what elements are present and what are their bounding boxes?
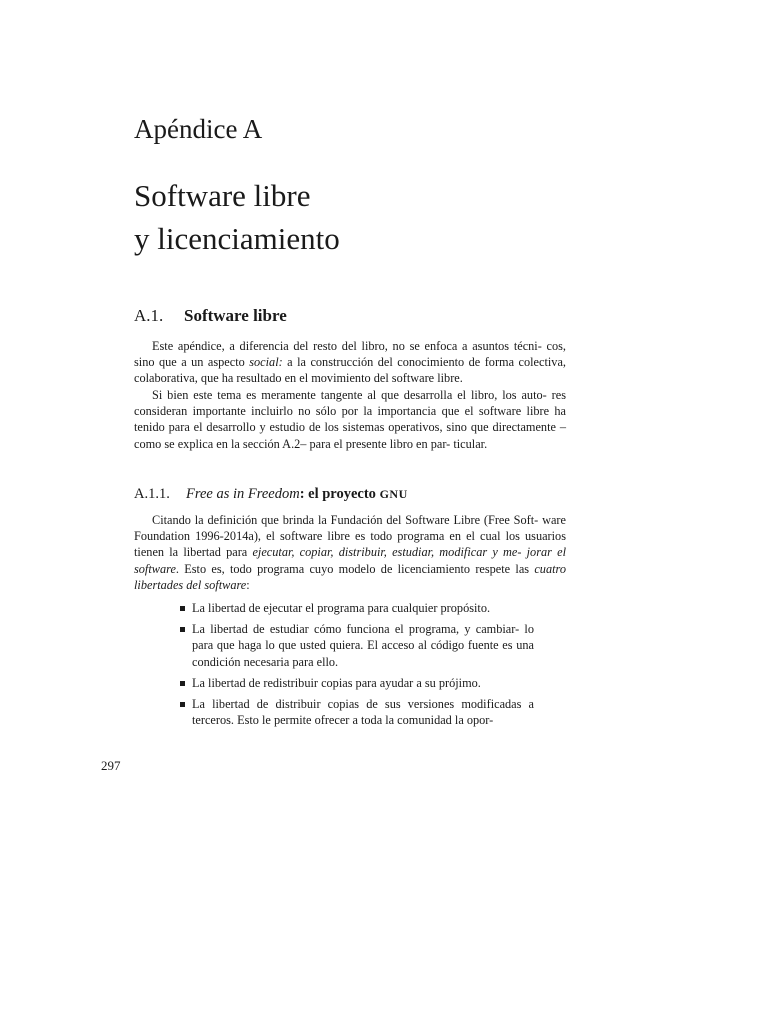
list-item xyxy=(180,621,534,670)
section-title: Software libre xyxy=(184,306,287,325)
paragraph-text: Citando la definición que brinda la Fundación del Software Libre (Free Soft- ware Foundation 1996-2014a), el software libre es todo programa en el cual los usuarios tienen la libertad para xyxy=(134,513,566,560)
paragraph-text: a la construcción del conocimiento de forma colectiva, colaborativa, que ha resultado en el movimiento del software libre. xyxy=(134,355,566,386)
square-bullet-icon xyxy=(180,681,185,686)
subsection-title-colon: : xyxy=(299,486,305,502)
square-bullet-icon xyxy=(180,627,185,632)
section-heading xyxy=(134,305,287,327)
list-item xyxy=(180,696,534,728)
square-bullet-icon xyxy=(180,606,185,611)
chapter-title xyxy=(134,174,340,260)
list-item xyxy=(180,675,534,691)
freedoms-list xyxy=(180,600,534,733)
subsection-title-italic: Free as in Freedom xyxy=(186,486,300,502)
square-bullet-icon xyxy=(180,702,185,707)
chapter-title-line-1: Software libre xyxy=(134,178,311,213)
list-item-text: La libertad de distribuir copias de sus versiones modificadas a terceros. Esto le permite ofrecer a toda la comunidad la opor- xyxy=(192,697,534,728)
subsection-title-rest: el proyecto xyxy=(304,486,380,502)
section-paragraph-2: Si bien este tema es meramente tangente al que desarrolla el libro, los auto- res consideran importante incluirlo no sólo por la importancia que el software libre ha tenido para el desarrollo y estudio de los sistemas operativos, sino que directamente –como se explica en la sección A.2– para el presente libro en par- ticular. xyxy=(134,388,566,451)
subsection-heading xyxy=(134,484,408,504)
paragraph-text: : xyxy=(246,577,250,592)
paragraph-emphasis: ejecutar, copiar, distribuir, estudiar, modificar y me- jorar el software xyxy=(134,545,566,576)
list-item-text: La libertad de redistribuir copias para ayudar a su prójimo. xyxy=(192,675,481,690)
section-number: A.1. xyxy=(134,306,164,325)
chapter-title-line-2: y licenciamiento xyxy=(134,221,340,256)
subsection-paragraph xyxy=(134,512,566,593)
subsection-number: A.1.1. xyxy=(134,486,170,502)
paragraph-text: Este apéndice, a diferencia del resto del libro, no se enfoca a asuntos técni- cos, sino que a un aspecto xyxy=(134,339,566,370)
list-item-text: La libertad de estudiar cómo funciona el programa, y cambiar- lo para que haga lo que usted quiera. El acceso al código fuente es una condición necesaria para ello. xyxy=(192,622,534,669)
appendix-label: Apéndice A xyxy=(134,114,263,144)
list-item-text: La libertad de ejecutar el programa para cualquier propósito. xyxy=(192,601,491,615)
section-paragraph-1 xyxy=(134,338,566,387)
paragraph-emphasis: social: xyxy=(249,355,283,370)
paragraph-emphasis: cuatro libertades del software xyxy=(134,561,566,592)
paragraph-text: . Esto es, todo programa cuyo modelo de licenciamiento respete las xyxy=(175,561,535,576)
list-item xyxy=(180,600,534,616)
subsection-title-acronym: GNU xyxy=(379,487,408,501)
page-number: 297 xyxy=(101,758,121,773)
